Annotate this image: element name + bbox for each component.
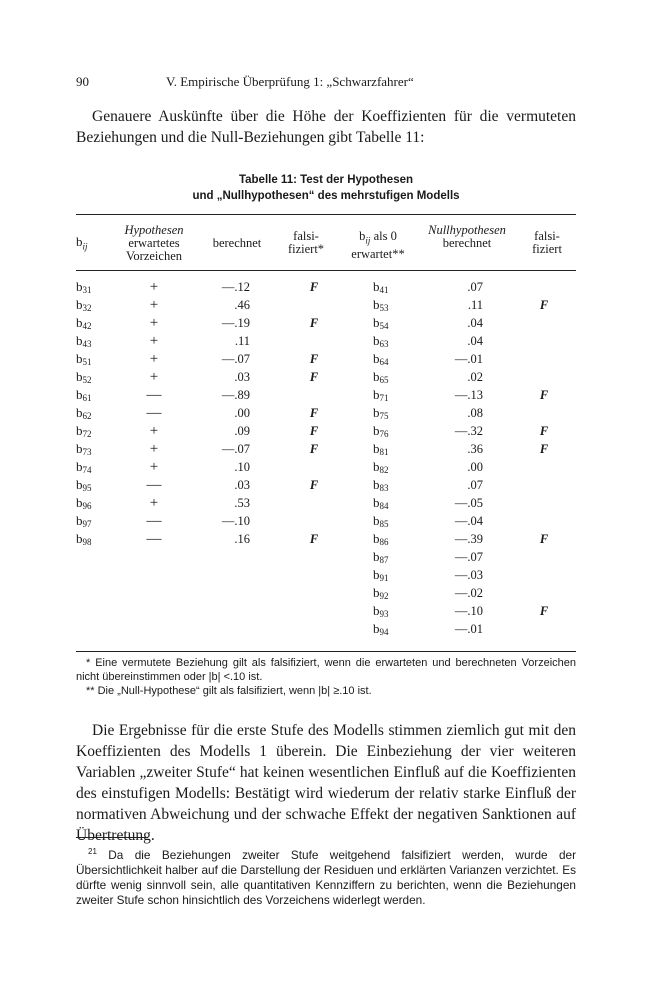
null-coefficient	[373, 604, 389, 621]
null-computed-value: .08	[467, 406, 483, 420]
null-computed-value: .04	[467, 334, 483, 348]
null-computed-value: —.07	[454, 550, 483, 564]
computed-value: —.89	[221, 388, 250, 402]
null-coefficient	[373, 514, 389, 531]
null-computed-value: —.02	[454, 586, 483, 600]
null-computed-value: —.04	[454, 514, 483, 528]
coefficient-letter: b	[76, 369, 83, 384]
expected-sign: —	[146, 405, 162, 421]
coefficient-letter: b	[373, 567, 380, 582]
falsified-flag: F	[309, 532, 319, 546]
coefficient-letter: b	[373, 531, 380, 546]
table-footnote-2: ** Die „Null-Hypothese“ gilt als falsifiziert, wenn |b| ≥.10 ist.	[86, 685, 372, 697]
coefficient-letter: b	[76, 315, 83, 330]
computed-value: .16	[234, 532, 250, 546]
null-falsified-flag: F	[539, 532, 549, 546]
null-computed-value: —.32	[454, 424, 483, 438]
coefficient-subscript: 84	[379, 501, 389, 511]
computed-value: —.07	[221, 442, 250, 456]
computed-value: .11	[234, 334, 250, 348]
coefficient-letter: b	[76, 423, 83, 438]
coefficient-letter: b	[373, 423, 380, 438]
hypothesis-coefficient	[76, 298, 92, 315]
coefficient-subscript: 52	[82, 375, 92, 385]
null-computed-value: .11	[467, 298, 483, 312]
coefficient-subscript: 64	[379, 357, 389, 367]
hypothesis-coefficient	[76, 352, 92, 369]
coefficient-letter: b	[76, 351, 83, 366]
coefficient-subscript: 97	[82, 519, 92, 529]
null-computed-value: —.05	[454, 496, 483, 510]
header-bij: $b_{ij}$	[76, 234, 88, 252]
computed-value: .53	[234, 496, 250, 510]
footnote-number: 21	[88, 847, 97, 856]
null-coefficient	[373, 406, 389, 423]
body-paragraph: Die Ergebnisse für die erste Stufe des Modells stimmen ziemlich gut mit den Koeffizienten des Modells 1 überein. Die Einbeziehung der vier weiteren Variablen „zweiter Stufe“ hat keinen wesentlichen Einfluß auf die Koeffizienten des einstufigen Modells: Bestätigt wird wiederum der relativ starke Einfluß der normativen Abweichung und der schwache Effekt der negativen Sanktionen auf Übertretung.	[76, 722, 576, 844]
expected-sign: +	[149, 315, 159, 331]
null-computed-value: .02	[467, 370, 483, 384]
header-nullhypothesen: Nullhypothesen berechnet	[428, 223, 506, 250]
header-falsifiziert-2: falsi- fiziert	[532, 229, 562, 256]
expected-sign: +	[149, 279, 159, 295]
coefficient-letter: b	[373, 369, 380, 384]
hypothesis-coefficient	[76, 514, 92, 531]
coefficient-subscript: 74	[82, 465, 92, 475]
coefficient-letter: b	[373, 387, 380, 402]
coefficient-letter: b	[373, 495, 380, 510]
null-computed-value: —.03	[454, 568, 483, 582]
coefficient-letter: b	[76, 531, 83, 546]
coefficient-letter: b	[76, 405, 83, 420]
computed-value: —.07	[221, 352, 250, 366]
header-als-0-erwartet: $b_{ij}$ als 0 erwartet**	[351, 229, 405, 261]
expected-sign: —	[146, 477, 162, 493]
coefficient-subscript: 43	[82, 339, 92, 349]
coefficient-letter: b	[76, 459, 83, 474]
hypothesis-coefficient	[76, 280, 92, 297]
hypothesis-coefficient	[76, 532, 92, 549]
null-coefficient	[373, 334, 389, 351]
coefficient-letter: b	[373, 441, 380, 456]
coefficient-letter: b	[373, 297, 380, 312]
coefficient-subscript: 95	[82, 483, 92, 493]
coefficient-subscript: 92	[379, 591, 389, 601]
table-caption-line2: und „Nullhypothesen“ des mehrstufigen Modells	[192, 190, 460, 202]
falsified-flag: F	[309, 352, 319, 366]
expected-sign: +	[149, 351, 159, 367]
coefficient-letter: b	[373, 351, 380, 366]
header-falsifiziert-1: falsi- fiziert*	[287, 229, 325, 256]
coefficient-subscript: 87	[379, 555, 389, 565]
coefficient-subscript: 82	[379, 465, 389, 475]
null-coefficient	[373, 424, 389, 441]
null-computed-value: .00	[467, 460, 483, 474]
expected-sign: +	[149, 423, 159, 439]
hypothesis-coefficient	[76, 478, 92, 495]
table-header-rule	[76, 270, 576, 271]
coefficient-letter: b	[76, 279, 83, 294]
computed-value: .00	[234, 406, 250, 420]
computed-value: —.19	[221, 316, 250, 330]
coefficient-letter: b	[76, 513, 83, 528]
computed-value: —.12	[221, 280, 250, 294]
expected-sign: +	[149, 369, 159, 385]
table-top-rule	[76, 214, 576, 215]
coefficient-subscript: 93	[379, 609, 389, 619]
null-coefficient	[373, 316, 389, 333]
null-computed-value: .36	[467, 442, 483, 456]
null-falsified-flag: F	[539, 604, 549, 618]
expected-sign: +	[149, 441, 159, 457]
coefficient-subscript: 65	[379, 375, 389, 385]
hypothesis-coefficient	[76, 460, 92, 477]
null-coefficient	[373, 568, 389, 585]
header-berechnet: berechnet	[212, 236, 262, 250]
expected-sign: +	[149, 495, 159, 511]
null-falsified-flag: F	[539, 424, 549, 438]
coefficient-letter: b	[76, 297, 83, 312]
null-computed-value: —.01	[454, 352, 483, 366]
falsified-flag: F	[309, 478, 319, 492]
null-computed-value: —.01	[454, 622, 483, 636]
coefficient-subscript: 41	[379, 285, 389, 295]
coefficient-subscript: 96	[82, 501, 92, 511]
computed-value: .03	[234, 370, 250, 384]
coefficient-subscript: 54	[379, 321, 389, 331]
coefficient-letter: b	[373, 549, 380, 564]
coefficient-subscript: 62	[82, 411, 92, 421]
hypothesis-coefficient	[76, 370, 92, 387]
falsified-flag: F	[309, 280, 319, 294]
null-falsified-flag: F	[539, 298, 549, 312]
coefficient-subscript: 61	[82, 393, 92, 403]
null-coefficient	[373, 442, 389, 459]
page-number: 90	[76, 74, 89, 89]
coefficient-subscript: 91	[379, 573, 389, 583]
coefficient-subscript: 71	[379, 393, 389, 403]
computed-value: .03	[234, 478, 250, 492]
coefficient-subscript: 83	[379, 483, 389, 493]
hypothesis-coefficient	[76, 442, 92, 459]
coefficient-subscript: 63	[379, 339, 389, 349]
hypothesis-coefficient	[76, 316, 92, 333]
null-coefficient	[373, 370, 389, 387]
coefficient-subscript: 85	[379, 519, 389, 529]
null-coefficient	[373, 550, 389, 567]
coefficient-letter: b	[76, 477, 83, 492]
null-computed-value: —.39	[454, 532, 483, 546]
null-computed-value: —.10	[454, 604, 483, 618]
falsified-flag: F	[309, 406, 319, 420]
expected-sign: —	[146, 513, 162, 529]
expected-sign: +	[149, 459, 159, 475]
falsified-flag: F	[309, 370, 319, 384]
falsified-flag: F	[309, 316, 319, 330]
table-caption-line1: Tabelle 11: Test der Hypothesen	[238, 174, 414, 186]
table-bottom-rule	[76, 651, 576, 652]
footnote-21	[76, 844, 576, 908]
hypothesis-coefficient	[76, 334, 92, 351]
expected-sign: —	[146, 531, 162, 547]
null-falsified-flag: F	[539, 442, 549, 456]
header-hypothesen: Hypothesen erwartetes Vorzeichen	[124, 223, 184, 263]
coefficient-letter: b	[76, 495, 83, 510]
coefficient-letter: b	[76, 387, 83, 402]
null-coefficient	[373, 586, 389, 603]
hypothesis-coefficient	[76, 424, 92, 441]
computed-value: —.10	[221, 514, 250, 528]
coefficient-letter: b	[373, 333, 380, 348]
coefficient-letter: b	[76, 441, 83, 456]
coefficient-subscript: 98	[82, 537, 92, 547]
null-coefficient	[373, 496, 389, 513]
null-coefficient	[373, 280, 389, 297]
coefficient-subscript: 86	[379, 537, 389, 547]
coefficient-letter: b	[373, 513, 380, 528]
null-computed-value: .04	[467, 316, 483, 330]
footnote-rule	[76, 837, 148, 838]
null-coefficient	[373, 460, 389, 477]
null-falsified-flag: F	[539, 388, 549, 402]
hypothesis-coefficient	[76, 388, 92, 405]
expected-sign: —	[146, 387, 162, 403]
coefficient-subscript: 53	[379, 303, 389, 313]
null-coefficient	[373, 388, 389, 405]
computed-value: .09	[234, 424, 250, 438]
coefficient-subscript: 76	[379, 429, 389, 439]
falsified-flag: F	[309, 424, 319, 438]
hypothesis-coefficient	[76, 496, 92, 513]
null-computed-value: .07	[467, 478, 483, 492]
intro-paragraph: Genauere Auskünfte über die Höhe der Koeffizienten für die vermuteten Beziehungen und die Null-Beziehungen gibt Tabelle 11:	[76, 108, 576, 146]
footnote-text: Da die Beziehungen zweiter Stufe weitgehend falsifiziert werden, wurde der Übersichtlichkeit halber auf die Darstellung der Residuen und erklärten Varianzen verzichtet. Es dürfte wenig sinnvoll sein, alle quantitativen Kennziffern zu berichten, wenn die Beziehungen zweiter Stufe schon hinsichtlich des Vorzeichens widerlegt werden.	[76, 847, 576, 907]
falsified-flag: F	[309, 442, 319, 456]
coefficient-subscript: 31	[82, 285, 92, 295]
null-coefficient	[373, 298, 389, 315]
coefficient-letter: b	[373, 621, 380, 636]
computed-value: .46	[234, 298, 250, 312]
coefficient-letter: b	[373, 459, 380, 474]
coefficient-letter: b	[373, 477, 380, 492]
table-caption	[76, 172, 576, 204]
coefficient-subscript: 72	[82, 429, 92, 439]
coefficient-letter: b	[373, 405, 380, 420]
coefficient-letter: b	[373, 315, 380, 330]
coefficient-subscript: 73	[82, 447, 92, 457]
null-computed-value: —.13	[454, 388, 483, 402]
table-footnote-1: * Eine vermutete Beziehung gilt als falsifiziert, wenn die erwarteten und berechneten Vorzeichen nicht übereinstimmen oder |b| <.10 ist.	[76, 657, 576, 683]
coefficient-letter: b	[373, 585, 380, 600]
coefficient-letter: b	[373, 603, 380, 618]
coefficient-subscript: 94	[379, 627, 389, 637]
coefficient-subscript: 81	[379, 447, 389, 457]
coefficient-subscript: 75	[379, 411, 389, 421]
expected-sign: +	[149, 297, 159, 313]
null-computed-value: .07	[467, 280, 483, 294]
expected-sign: +	[149, 333, 159, 349]
null-coefficient	[373, 532, 389, 549]
hypothesis-coefficient	[76, 406, 92, 423]
chapter-title: V. Empirische Überprüfung 1: „Schwarzfahrer“	[166, 74, 414, 89]
coefficient-subscript: 42	[82, 321, 92, 331]
computed-value: .10	[234, 460, 250, 474]
coefficient-letter: b	[76, 333, 83, 348]
coefficient-subscript: 51	[82, 357, 92, 367]
null-coefficient	[373, 478, 389, 495]
coefficient-subscript: 32	[82, 303, 92, 313]
null-coefficient	[373, 352, 389, 369]
coefficient-letter: b	[373, 279, 380, 294]
null-coefficient	[373, 622, 389, 639]
